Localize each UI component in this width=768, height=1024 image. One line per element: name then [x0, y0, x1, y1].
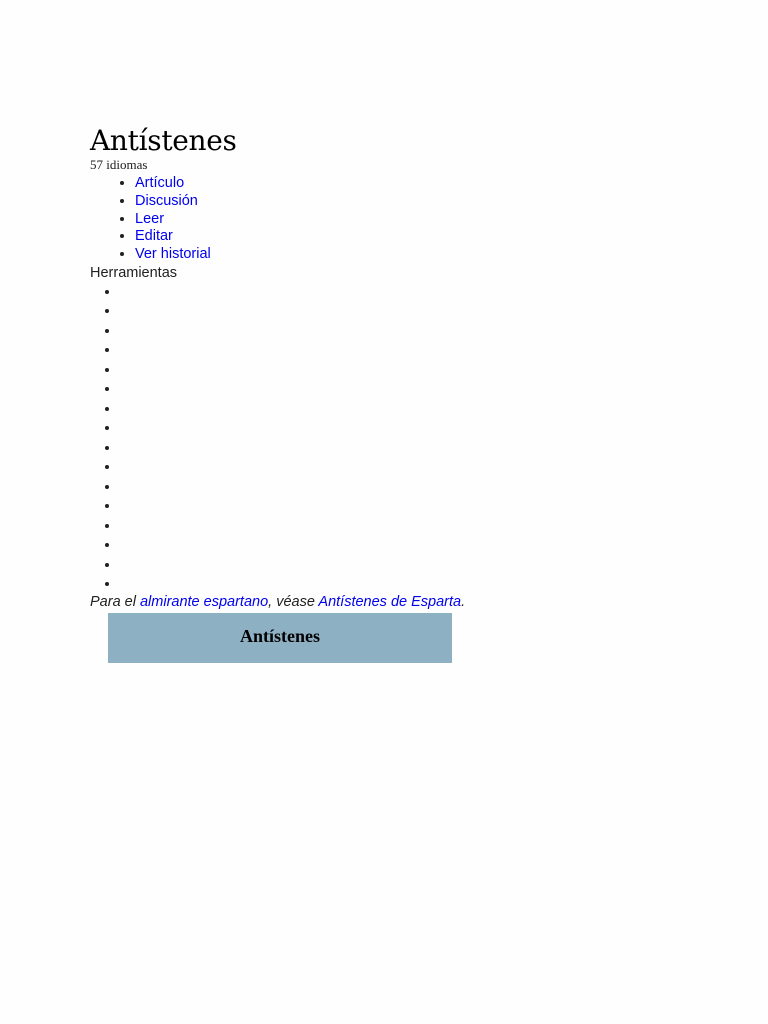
list-item[interactable] — [120, 340, 730, 360]
page-tabs — [90, 175, 730, 264]
tools-menu[interactable]: Herramientas — [90, 264, 178, 281]
list-item[interactable] — [120, 477, 730, 497]
page-title: Antístenes — [90, 124, 237, 157]
list-item[interactable] — [120, 496, 730, 516]
list-item[interactable] — [120, 321, 730, 341]
tab-edit-link[interactable]: Editar — [135, 228, 173, 245]
infobox-header — [108, 613, 452, 663]
list-item[interactable] — [120, 535, 730, 555]
list-item[interactable] — [120, 301, 730, 321]
list-item[interactable] — [120, 516, 730, 536]
tools-list-print — [90, 496, 730, 555]
tab-read — [135, 211, 730, 229]
tab-discussion — [135, 193, 730, 211]
list-item[interactable] — [120, 379, 730, 399]
hatnote-link-disambiguation[interactable]: Antístenes de Esparta — [318, 593, 462, 610]
tab-article — [135, 175, 730, 193]
tab-edit — [135, 228, 730, 246]
list-item[interactable] — [120, 399, 730, 419]
tools-list-other — [90, 555, 730, 594]
tools-list-actions — [90, 282, 730, 497]
list-item[interactable] — [120, 360, 730, 380]
tab-discussion-link[interactable]: Discusión — [135, 192, 198, 209]
infobox-title: Antístenes — [240, 626, 320, 647]
language-selector[interactable]: 57 idiomas — [90, 157, 148, 172]
hatnote-suffix: . — [461, 593, 466, 610]
hatnote-middle: , véase — [268, 593, 319, 610]
hatnote — [90, 593, 730, 611]
tab-read-link[interactable]: Leer — [135, 210, 165, 227]
hatnote-prefix: Para el — [90, 593, 140, 610]
list-item[interactable] — [120, 555, 730, 575]
tab-history-link[interactable]: Ver historial — [135, 246, 211, 263]
list-item[interactable] — [120, 574, 730, 594]
tab-article-link[interactable]: Artículo — [135, 175, 185, 191]
tab-history — [135, 246, 730, 264]
list-item[interactable] — [120, 418, 730, 438]
list-item[interactable] — [120, 457, 730, 477]
list-item[interactable] — [120, 282, 730, 302]
list-item[interactable] — [120, 438, 730, 458]
hatnote-link-admiral[interactable]: almirante espartano — [139, 593, 269, 610]
article-page — [90, 122, 730, 663]
